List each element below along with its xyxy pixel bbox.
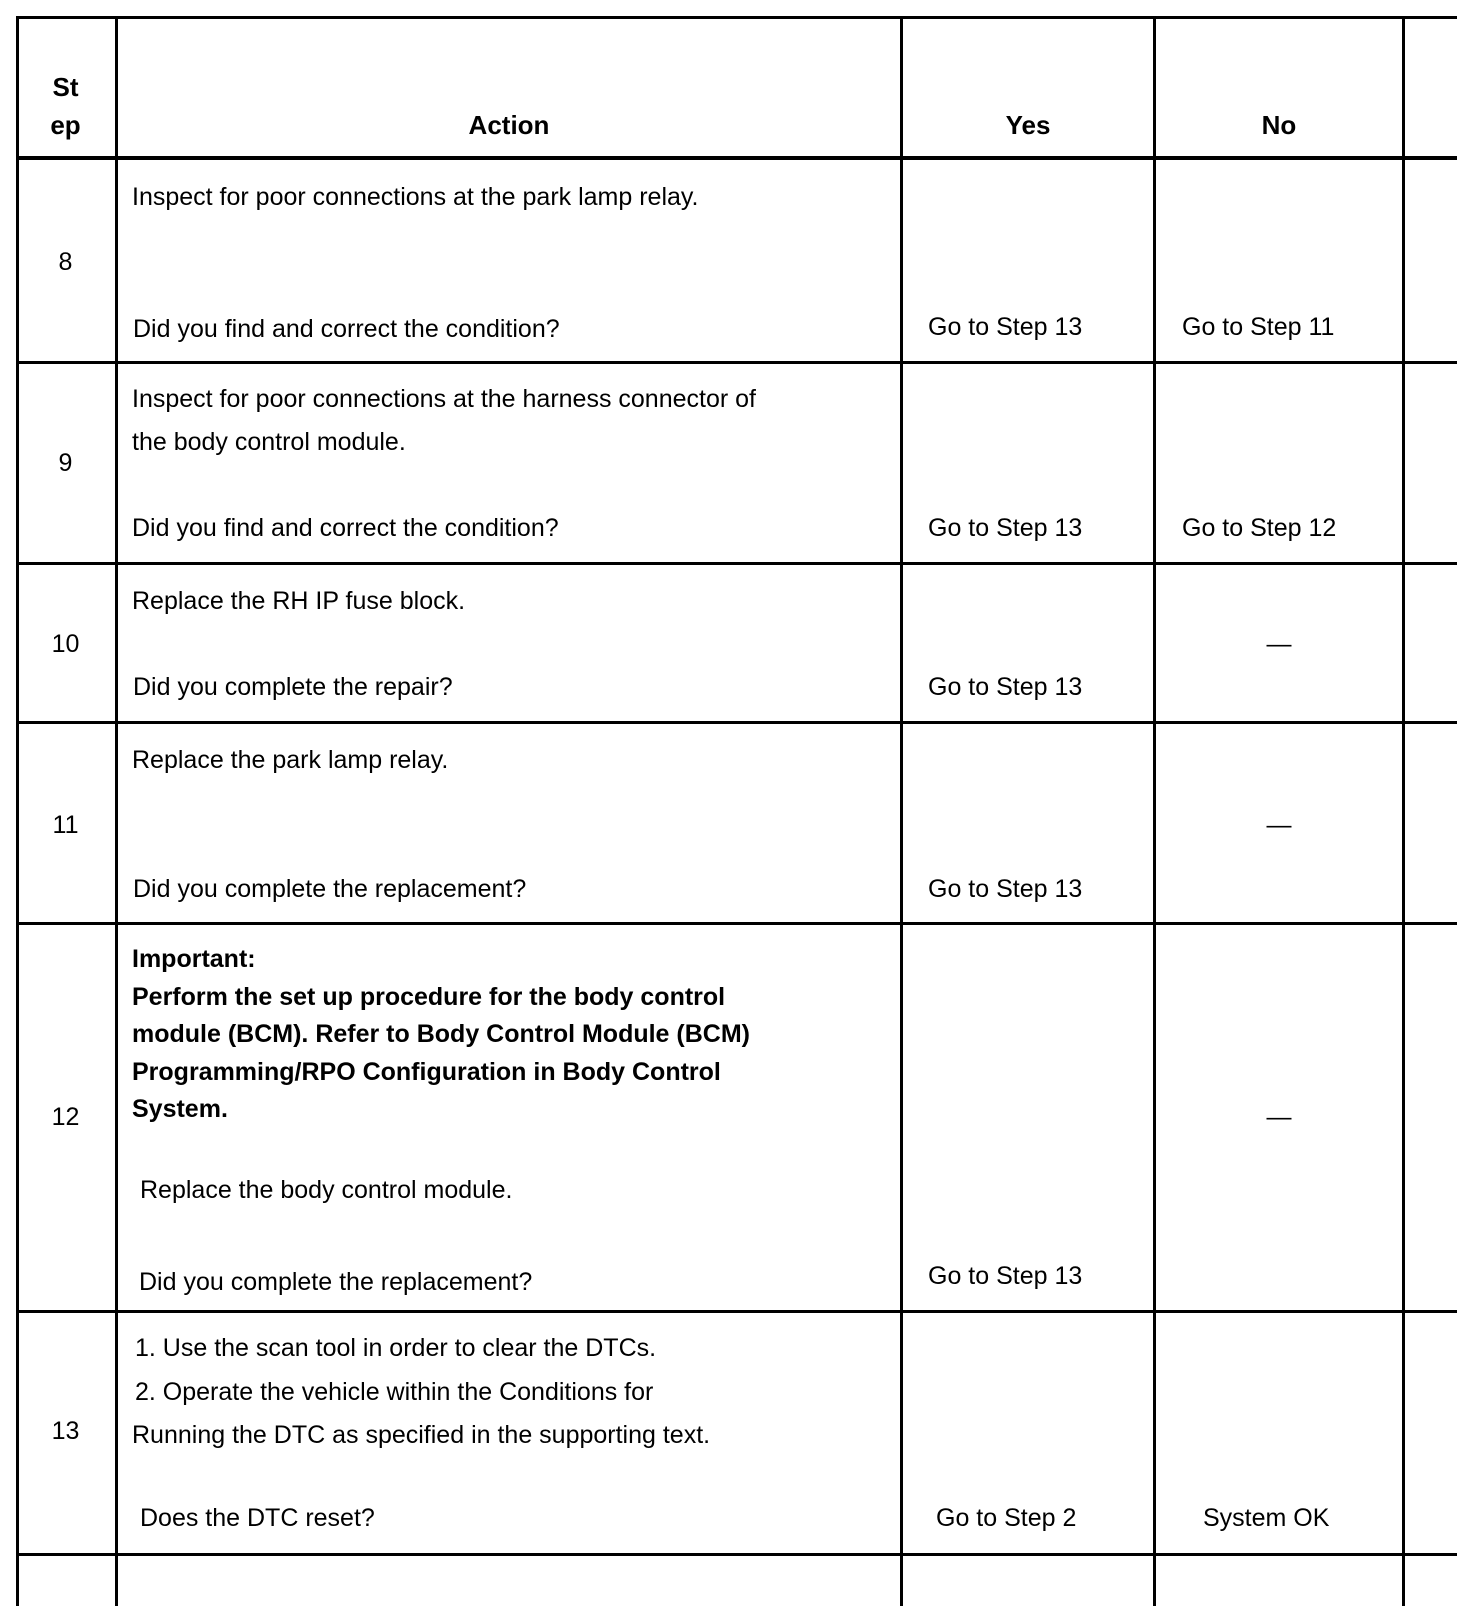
question-text: Did you find and correct the condition?: [133, 315, 560, 343]
no-result: Go to Step 12: [1182, 514, 1337, 542]
action-text: 1. Use the scan tool in order to clear the DTCs.: [135, 1334, 657, 1362]
action-text: Replace the body control module.: [140, 1176, 513, 1204]
header-divider: [16, 156, 1457, 160]
no-result: System OK: [1203, 1504, 1330, 1532]
question-text: Did you complete the repair?: [133, 673, 453, 701]
important-text: module (BCM). Refer to Body Control Module (BCM): [132, 1020, 750, 1048]
table-border-right: [1402, 16, 1405, 1606]
diagnostic-table: [16, 16, 1457, 1606]
question-text: Did you find and correct the condition?: [132, 514, 559, 542]
important-text: Programming/RPO Configuration in Body Control: [132, 1058, 721, 1086]
column-divider: [115, 16, 118, 1606]
question-text: Did you complete the replacement?: [133, 875, 527, 903]
step-number: 10: [51, 630, 80, 658]
row-divider: [16, 721, 1457, 724]
header-step-line2: ep: [50, 110, 81, 140]
action-text: Replace the park lamp relay.: [132, 746, 449, 774]
action-text: Running the DTC as specified in the supporting text.: [132, 1421, 711, 1449]
yes-result: Go to Step 13: [928, 673, 1083, 701]
yes-result: Go to Step 13: [928, 875, 1083, 903]
row-divider: [16, 361, 1457, 364]
step-number: 13: [51, 1417, 80, 1445]
question-text: Does the DTC reset?: [140, 1504, 375, 1532]
action-text: Replace the RH IP fuse block.: [132, 587, 466, 615]
important-text: Perform the set up procedure for the body control: [132, 983, 726, 1011]
table-border-bottom: [16, 1553, 1457, 1556]
step-number: 12: [51, 1103, 80, 1131]
column-divider: [900, 16, 903, 1606]
row-divider: [16, 1310, 1457, 1313]
yes-result: Go to Step 13: [928, 1262, 1083, 1290]
header-action: Action: [468, 110, 550, 140]
yes-result: Go to Step 2: [936, 1504, 1077, 1532]
important-label: Important:: [132, 945, 256, 973]
no-result: —: [1266, 630, 1292, 658]
yes-result: Go to Step 13: [928, 514, 1083, 542]
action-text: Inspect for poor connections at the park lamp relay.: [132, 183, 699, 211]
important-text: System.: [132, 1095, 228, 1123]
step-number: 11: [52, 811, 79, 839]
question-text: Did you complete the replacement?: [139, 1268, 533, 1296]
step-number: 9: [58, 449, 73, 477]
yes-result: Go to Step 13: [928, 313, 1083, 341]
no-result: —: [1266, 811, 1292, 839]
header-yes: Yes: [1005, 110, 1051, 140]
no-result: —: [1266, 1103, 1292, 1131]
action-text: Inspect for poor connections at the harness connector of: [132, 385, 756, 413]
row-divider: [16, 562, 1457, 565]
no-result: Go to Step 11: [1182, 313, 1335, 341]
table-border-top: [16, 16, 1457, 19]
header-step-line1: St: [52, 72, 79, 102]
step-number: 8: [58, 248, 73, 276]
header-no: No: [1261, 110, 1297, 140]
row-divider: [16, 922, 1457, 925]
action-text: the body control module.: [132, 428, 406, 456]
action-text: 2. Operate the vehicle within the Conditions for: [135, 1378, 654, 1406]
